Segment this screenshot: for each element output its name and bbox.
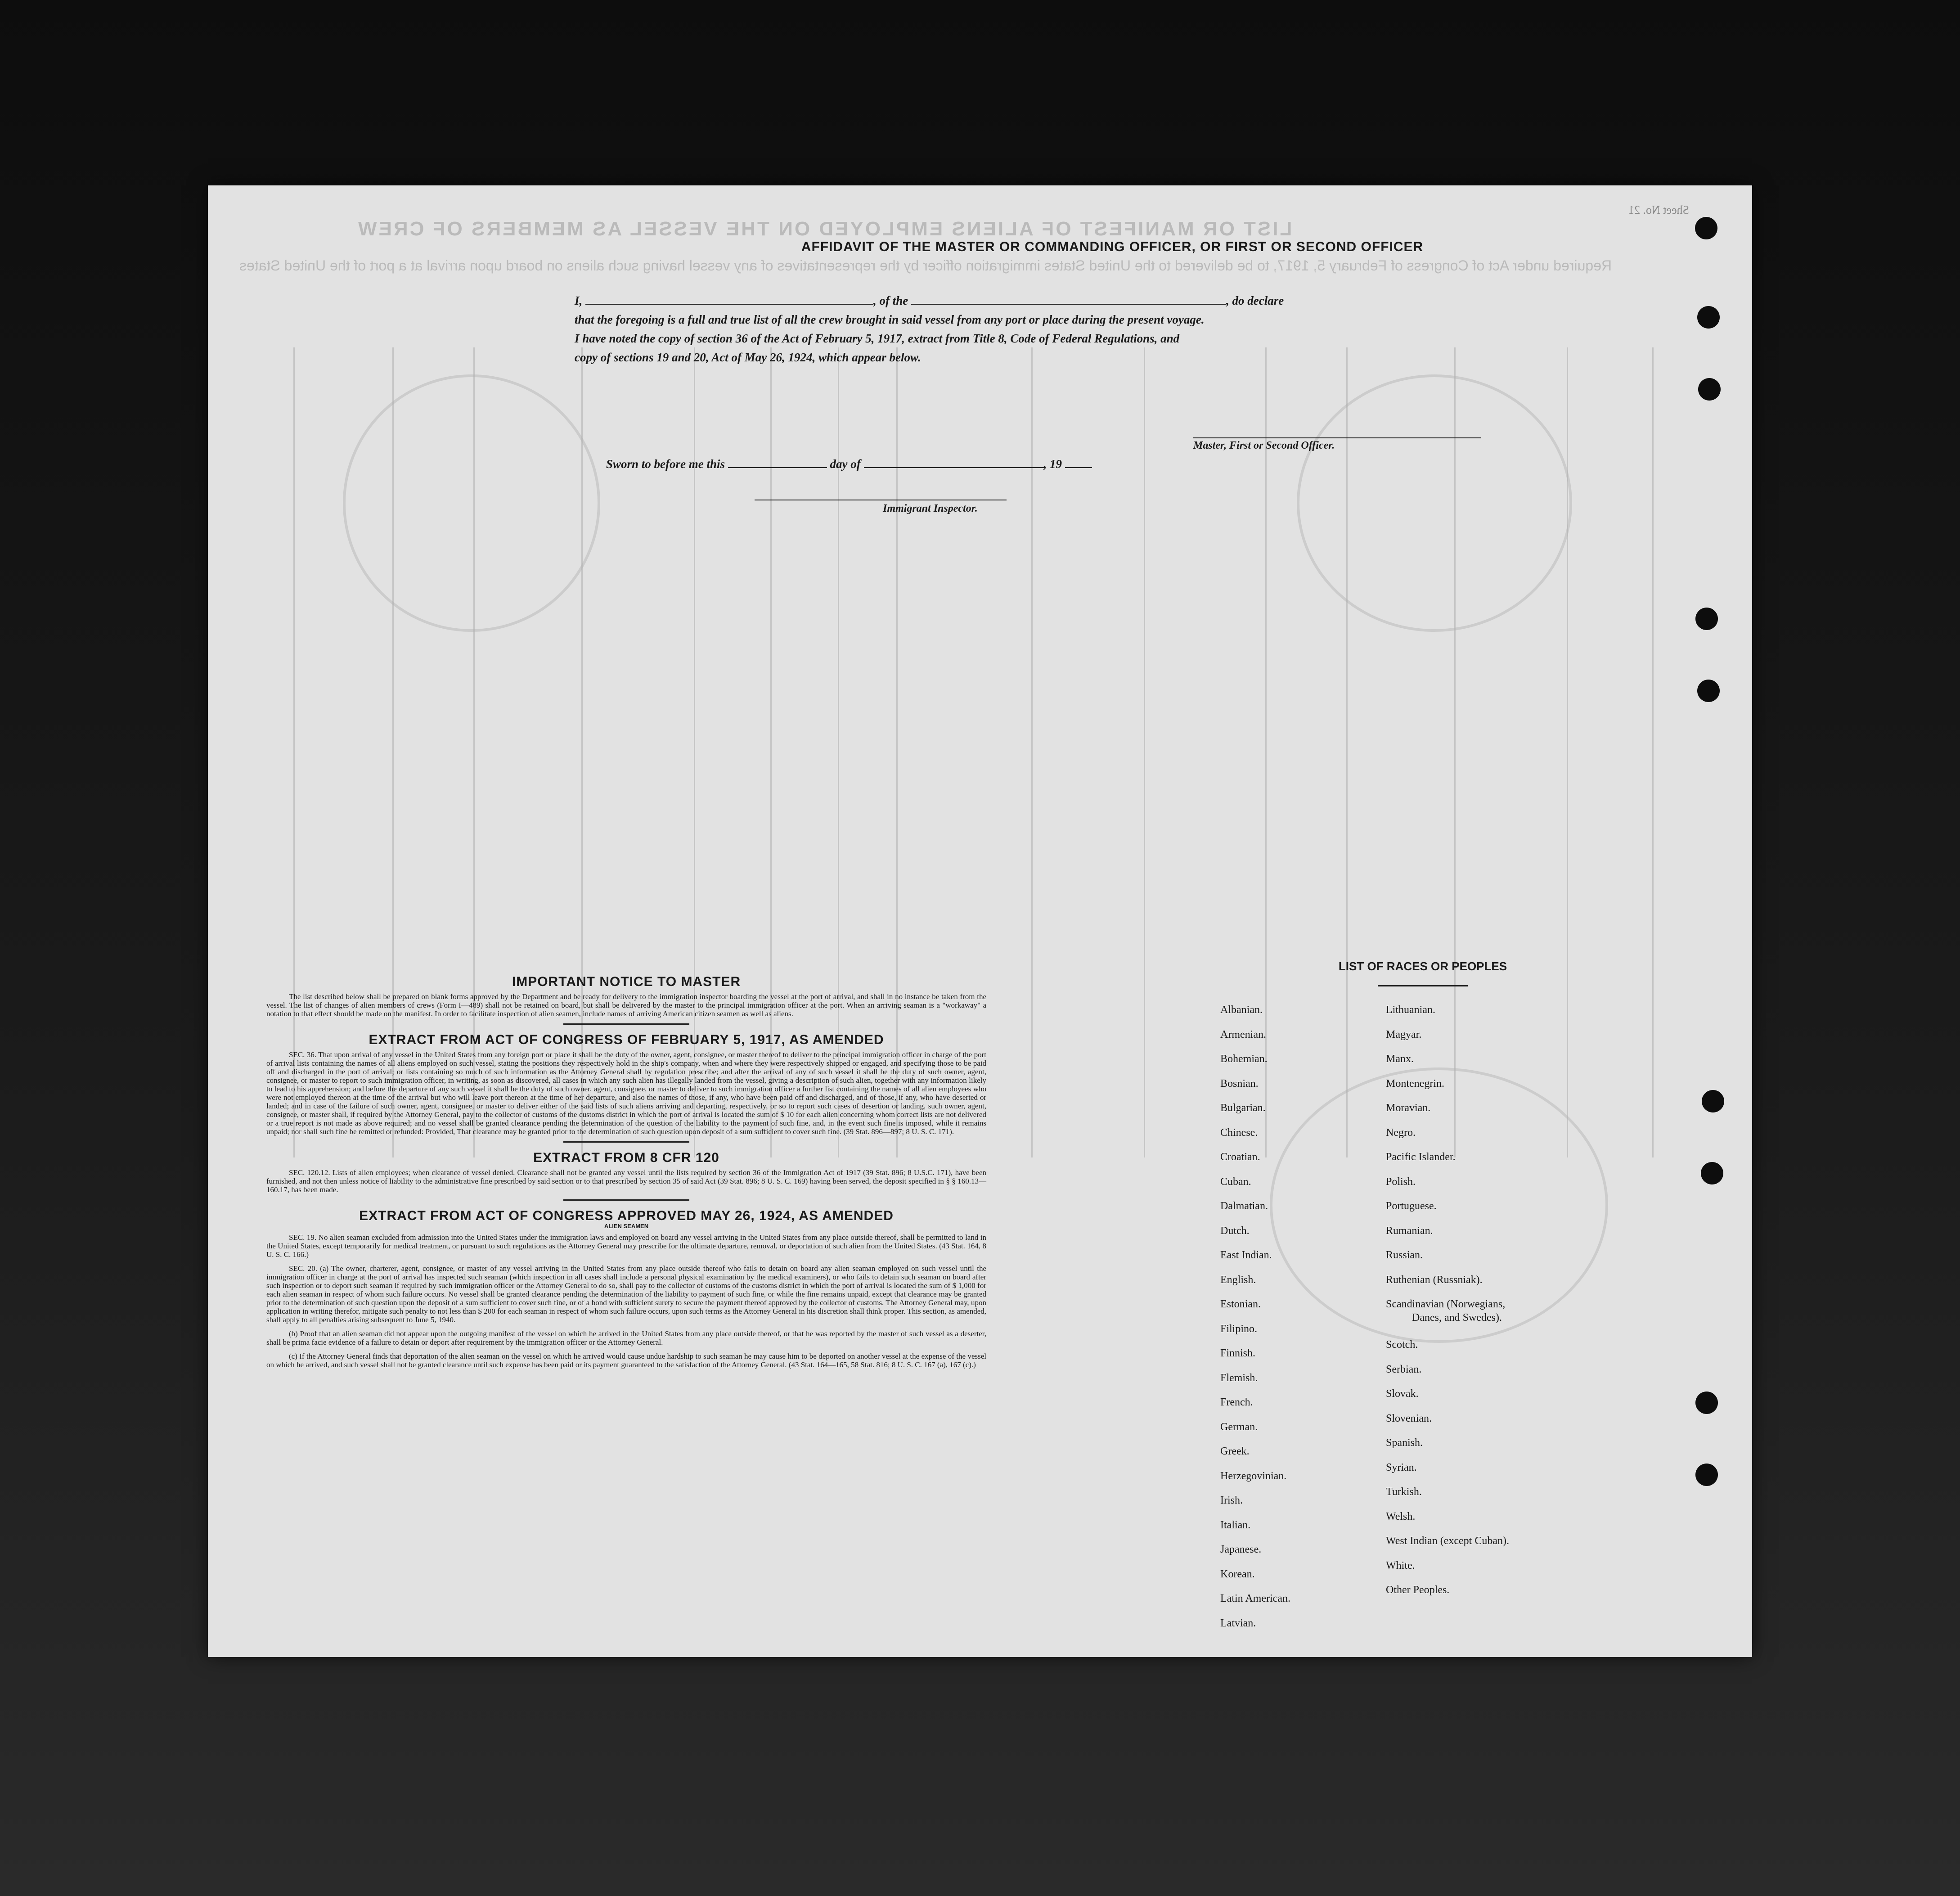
extract-1917-section <box>266 1032 986 1143</box>
race-entry: Negro. <box>1386 1126 1416 1139</box>
extract-1924-sec19: SEC. 19. No alien seaman excluded from admission into the United States under the immigration laws and employed on board any vessel arriving in the United States from any place outside thereof, shall be permitted to land in the United States, except temporarily for medical treatment, or pursuant to such regulations as the Attorney General may prescribe for the ultimate departure, removal, or deportation of such alien from the United States. (43 Stat. 164, 8 U. S. C. 166.) <box>266 1233 986 1259</box>
race-entry: Latvian. <box>1220 1617 1256 1629</box>
race-entry: West Indian (except Cuban). <box>1386 1535 1509 1547</box>
notice-title: IMPORTANT NOTICE TO MASTER <box>512 974 741 989</box>
punch-hole <box>1695 1464 1718 1486</box>
race-entry-line: Danes, and Swedes). <box>1412 1312 1502 1324</box>
race-entry: Portuguese. <box>1386 1200 1437 1212</box>
sworn-day-field[interactable] <box>728 455 827 468</box>
vessel-name-field[interactable] <box>911 292 1226 305</box>
ghost-stamp-seal <box>1297 374 1572 632</box>
race-entry <box>1386 1292 1509 1333</box>
race-entry: Filipino. <box>1220 1323 1258 1335</box>
sworn-month-field[interactable] <box>864 455 1044 468</box>
race-entry: Cuban. <box>1220 1175 1251 1188</box>
extract-1917-title: EXTRACT FROM ACT OF CONGRESS OF FEBRUARY 5, 1917, AS AMENDED <box>369 1032 884 1047</box>
extract-1924-subtitle: ALIEN SEAMEN <box>604 1223 649 1229</box>
race-entry: Spanish. <box>1386 1437 1423 1449</box>
races-title: LIST OF RACES OR PEOPLES <box>1338 959 1507 973</box>
race-entry: French. <box>1220 1396 1253 1408</box>
extract-1917-body: SEC. 36. That upon arrival of any vessel in the United States from any foreign port or place it shall be the duty of the owner, agent, consignee, or master thereof to deliver to the principal immigration officer in charge of the port of arrival lists containing the names of all aliens employed on such vessel, stating the positions they respectively hold in the ship's company, when and where they were respectively shipped or engaged, and specifying those to be paid off and discharged in the port of arrival; or lists containing so much of such information as the Attorney General shall by regulation prescribe; and after the arrival of any of such vessel it shall be the duty of such owner, agent, consignee, or master to report to such immigration officer, in writing, as soon as discovered, all cases in which any such alien has illegally landed from the vessel, giving a description of such alien, together with any information likely to lead to his apprehension; and before the departure of any such vessel it shall be the duty of such owner, agent, consignee, or master to deliver to such immigration officer a further list containing the names of all alien employees who were not employed thereon at the time of the arrival but who will leave port thereon at the time of her departure, and also the names of those, if any, who have been paid off and discharged, and of those, if any, who have deserted or landed; and in case of the failure of such owner, agent, consignee, or master to deliver either of the said lists of such aliens arriving and departing, respectively, or so to report such cases of desertion or landing, such owner, agent, consignee, or master shall, if required by the Attorney General, pay to the collector of customs of the customs district in which the port of arrival is located the sum of $ 10 for each alien concerning whom correct lists are not delivered or a true report is not made as above required; and no vessel shall be granted clearance pending the determination of the question of the liability to the payment of such fine, and, in the event such fine is imposed, while it remains unpaid; nor shall such fine be remitted or refunded: Provided, That clearance may be granted prior to the determination of such question upon deposit of a sum sufficient to cover such fine. (39 Stat. 896—897; 8 U. S. C. 171). <box>266 1050 986 1136</box>
affidavit-line-3: I have noted the copy of section 36 of the Act of February 5, 1917, extract from Title 8, Code of Federal Regulations, and <box>575 332 1180 345</box>
race-entry: Syrian. <box>1386 1461 1417 1473</box>
race-entry: Armenian. <box>1220 1028 1266 1040</box>
race-entry: Magyar. <box>1386 1028 1422 1040</box>
punch-hole <box>1702 1090 1724 1112</box>
sworn-text: Sworn to before me this <box>606 457 725 471</box>
race-entry: Slovak. <box>1386 1388 1419 1400</box>
race-entry: Italian. <box>1220 1519 1251 1531</box>
races-list <box>1220 959 1625 1629</box>
race-entry: Bulgarian. <box>1220 1102 1266 1114</box>
master-signature-label: Master, First or Second Officer. <box>1193 440 1335 451</box>
race-entry: Scotch. <box>1386 1339 1418 1351</box>
race-entry: German. <box>1220 1421 1258 1433</box>
race-entry: Korean. <box>1220 1568 1255 1580</box>
race-entry: Russian. <box>1386 1249 1423 1261</box>
race-entry: Irish. <box>1220 1495 1243 1506</box>
race-entry: Turkish. <box>1386 1486 1422 1498</box>
race-entry: Ruthenian (Russniak). <box>1386 1274 1483 1286</box>
races-left-column <box>1220 998 1290 1635</box>
affidavit-line-1 <box>575 291 1430 310</box>
race-entry: English. <box>1220 1274 1256 1286</box>
race-entry: Croatian. <box>1220 1151 1260 1163</box>
race-entry: Slovenian. <box>1386 1412 1432 1424</box>
race-entry: Dalmatian. <box>1220 1200 1268 1212</box>
race-entry: East Indian. <box>1220 1249 1272 1261</box>
sworn-year-field[interactable] <box>1065 455 1092 468</box>
race-entry-line: Scandinavian (Norwegians, <box>1386 1298 1506 1310</box>
races-right-column <box>1386 998 1509 1603</box>
affidavit-title: AFFIDAVIT OF THE MASTER OR COMMANDING OFFICER, OR FIRST OR SECOND OFFICER <box>801 239 1424 254</box>
extract-1924-title: EXTRACT FROM ACT OF CONGRESS APPROVED MAY 26, 1924, AS AMENDED <box>359 1208 894 1223</box>
manifest-sheet <box>208 185 1752 1657</box>
race-entry: Albanian. <box>1220 1004 1263 1016</box>
sworn-day-of: day of <box>830 457 861 471</box>
extract-1924-sec20b: (b) Proof that an alien seaman did not appear upon the outgoing manifest of the vessel on which he arrived in the United States from any place outside thereof, or that he was reported by the master of such vessel as a deserter, shall be prima facie evidence of a failure to detain or deport after requirement by the immigration officer or the Attorney General. <box>266 1329 986 1347</box>
race-entry: White. <box>1386 1559 1415 1572</box>
affidavit-text <box>575 291 1430 367</box>
race-entry: Serbian. <box>1386 1363 1422 1375</box>
divider <box>563 1141 689 1143</box>
extract-1924-sec20a: SEC. 20. (a) The owner, charterer, agent, consignee, or master of any vessel arriving in the United States from any place outside thereof who fails to detain on board any alien seaman employed on such vessel until the immigration officer in charge at the port of arrival has inspected such seaman (which inspection in all cases shall include a personal physical examination by the medical examiners), or who fails to detain such seaman on board after such inspection or to deport such seaman if required by such immigration officer or the Attorney General to do so, shall pay to the collector of customs of the customs district in which the port of arrival is located the sum of $ 1,000 for each alien seaman in respect of whom such failure occurs. No vessel shall be granted clearance pending the determination of the liability to payment of such fine, or while the fine remains unpaid, except that clearance may be granted prior to the determination of such question upon the deposit of a sum sufficient to cover such fine, or of a bond with sufficient surety to secure the payment thereof approved by the collector of customs. The Attorney General may, upon application in writing therefor, mitigate such penalty to not less than $ 200 for each seaman in respect of whom such failure occurs, upon such terms as the Attorney General in his discretion shall think proper. This section, as amended, shall apply to all penalties arising subsequent to June 5, 1940. <box>266 1264 986 1324</box>
inspector-signature-label: Immigrant Inspector. <box>883 503 978 514</box>
race-entry: Moravian. <box>1386 1102 1431 1114</box>
race-entry: Bohemian. <box>1220 1053 1268 1065</box>
punch-hole <box>1697 680 1720 702</box>
extract-1924-sec20c: (c) If the Attorney General finds that deportation of the alien seaman on the vessel on which he arrived would cause undue hardship to such seaman he may cause him to be deported on another vessel at the expense of the vessel on which he arrived, and such vessel shall not be granted clearance until such expense has been paid or its payment guaranteed to the satisfaction of the Attorney General. (43 Stat. 164—165, 58 Stat. 816; 8 U. S. C. 167 (a), 167 (c).) <box>266 1352 986 1369</box>
race-entry: Chinese. <box>1220 1126 1258 1139</box>
divider <box>563 1023 689 1025</box>
race-entry: Bosnian. <box>1220 1077 1259 1090</box>
notice-body: The list described below shall be prepared on blank forms approved by the Department and be ready for delivery to the immigration inspector boarding the vessel at the port of arrival, and shall in no instance be taken from the vessel. The list of changes of alien members of crews (Form I—489) shall not be retained on board, but shall be delivered by the master to the principal immigration officer at the port. When an arriving seaman is a "workaway" a notation to that effect should be made on the manifest. In order to facilitate inspection of alien seamen, include names of arriving American citizen seamen as well as aliens. <box>266 992 986 1018</box>
notice-section <box>266 974 986 1025</box>
divider <box>1378 985 1468 986</box>
punch-hole <box>1697 306 1720 329</box>
punch-hole <box>1695 608 1718 630</box>
divider <box>563 1199 689 1201</box>
affidavit-line-4: copy of sections 19 and 20, Act of May 26, 1924, which appear below. <box>575 351 921 364</box>
ghost-manifest-subtitle: Required under Act of Congress of February 5, 1917, to be delivered to the United States immigration officer by the representatives of any vessel having such aliens on board upon arrival at a port of the United States <box>239 257 1612 274</box>
punch-hole <box>1701 1162 1723 1184</box>
race-entry: Polish. <box>1386 1175 1416 1188</box>
race-entry: Lithuanian. <box>1386 1004 1435 1016</box>
race-entry: Herzegovinian. <box>1220 1470 1287 1482</box>
extract-cfr-title: EXTRACT FROM 8 CFR 120 <box>533 1150 719 1165</box>
race-entry: Rumanian. <box>1386 1225 1433 1237</box>
punch-hole <box>1695 1392 1718 1414</box>
race-entry: Estonian. <box>1220 1298 1261 1310</box>
race-entry: Finnish. <box>1220 1347 1256 1359</box>
ghost-stamp-seal <box>343 374 600 632</box>
affidavit-do-declare: , do declare <box>1226 294 1284 307</box>
punch-hole <box>1698 378 1721 401</box>
race-entry: Manx. <box>1386 1053 1414 1065</box>
affidavit-i: I, <box>575 294 583 307</box>
ghost-manifest-title: LIST OR MANIFEST OF ALIENS EMPLOYED ON THE VESSEL AS MEMBERS OF CREW <box>356 218 1292 240</box>
sheet-number: Sheet No. 21 <box>1628 203 1689 216</box>
officer-name-field[interactable] <box>585 292 873 305</box>
race-entry: Welsh. <box>1386 1510 1416 1522</box>
affidavit-of-the: , of the <box>873 294 908 307</box>
extract-cfr-body: SEC. 120.12. Lists of alien employees; when clearance of vessel denied. Clearance shall not be granted any vessel until the lists required by section 36 of the Immigration Act of 1917 (39 Stat. 896; 8 U.S.C. 171), have been furnished, and not then unless notice of liability to the administrative fine prescribed by said section or to that prescribed by section 35 of said Act (39 Stat. 896; 8 U. S. C. 169) having been served, the deposit specified in § § 160.13—160.17, has been made. <box>266 1168 986 1194</box>
affidavit-line-2: that the foregoing is a full and true list of all the crew brought in said vessel from any port or place during the present voyage. <box>575 313 1205 326</box>
punch-hole <box>1695 217 1717 239</box>
sworn-statement <box>606 455 1092 471</box>
race-entry: Greek. <box>1220 1446 1250 1457</box>
extract-cfr-section <box>266 1150 986 1201</box>
race-entry: Other Peoples. <box>1386 1584 1450 1596</box>
race-entry: Japanese. <box>1220 1544 1262 1555</box>
extract-1924-section <box>266 1208 986 1369</box>
race-entry: Dutch. <box>1220 1225 1250 1237</box>
race-entry: Latin American. <box>1220 1593 1290 1604</box>
sworn-year: , 19 <box>1043 457 1062 471</box>
race-entry: Pacific Islander. <box>1386 1151 1456 1163</box>
notice-to-master <box>266 974 986 1380</box>
race-entry: Montenegrin. <box>1386 1077 1444 1090</box>
master-signature-line[interactable] <box>1193 437 1481 438</box>
race-entry: Flemish. <box>1220 1372 1258 1384</box>
